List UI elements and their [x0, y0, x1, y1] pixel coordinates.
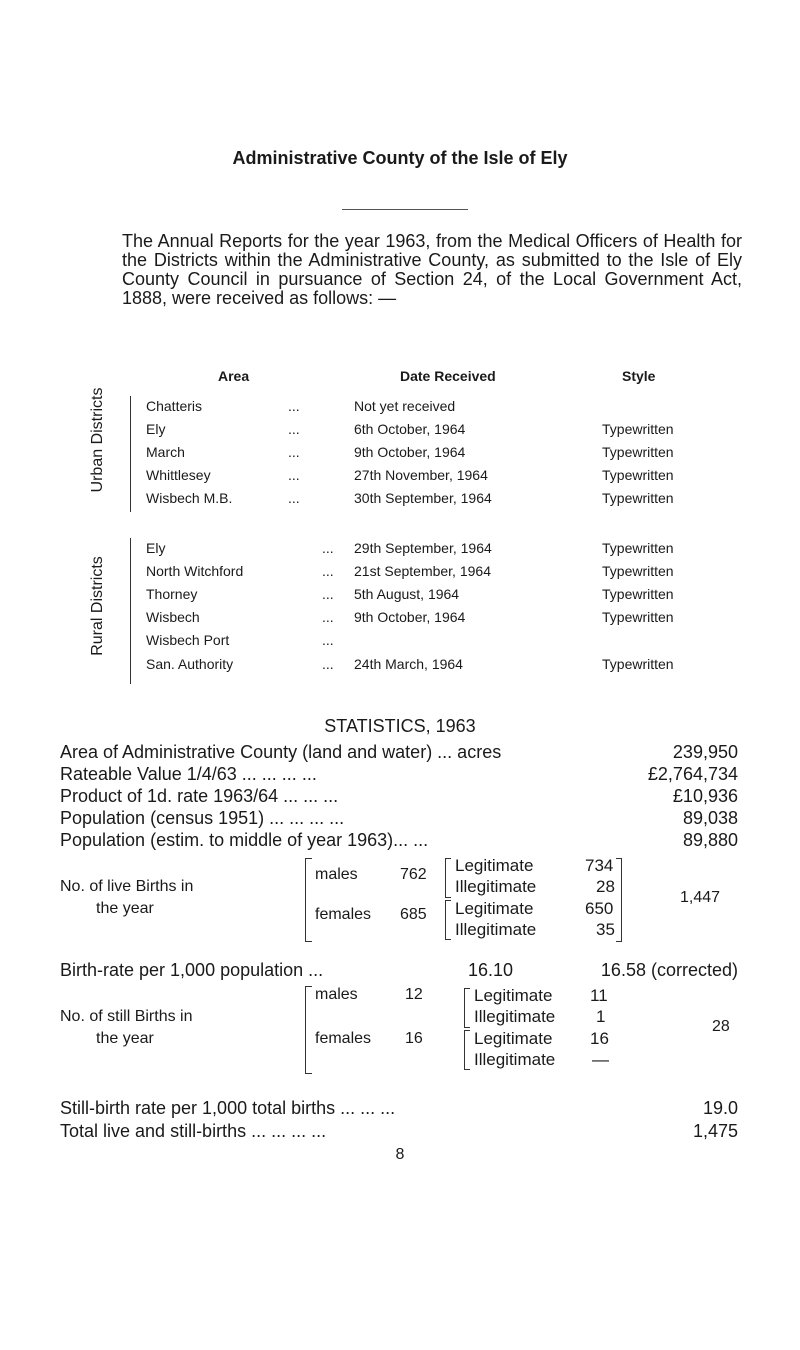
leader-dots: ...	[288, 398, 300, 414]
live-births-label-2: the year	[96, 900, 154, 917]
still-male-illegit-label: Illegitimate	[474, 1007, 556, 1026]
date-cell: 9th October, 1964	[354, 444, 466, 460]
area-cell: Whittlesey	[146, 467, 211, 483]
still-males-brace	[464, 988, 470, 1028]
still-births-label-2: the year	[96, 1030, 154, 1047]
area-cell: Ely	[146, 540, 166, 556]
leader-dots: ...	[322, 656, 334, 672]
page-title: Administrative County of the Isle of Ely	[232, 148, 568, 168]
live-females-label: females	[315, 906, 372, 923]
date-cell: 24th March, 1964	[354, 656, 463, 672]
stat-label-product: Product of 1d. rate 1963/64 ... ... ...	[60, 786, 339, 806]
still-male-legit-value: 11	[590, 986, 608, 1005]
birth-rate-value: 16.10	[468, 960, 514, 980]
live-female-legit-label: Legitimate	[455, 899, 534, 918]
leader-dots: ...	[322, 540, 334, 556]
leader-dots: ...	[322, 609, 334, 625]
still-females-label: females	[315, 1030, 372, 1047]
live-female-illegit-label: Illegitimate	[455, 920, 537, 939]
style-cell: Typewritten	[602, 490, 674, 506]
statistics-heading: STATISTICS, 1963	[324, 716, 476, 736]
live-female-legit-value: 650	[585, 899, 614, 918]
leader-dots: ...	[288, 421, 300, 437]
still-male-illegit-value: 1	[596, 1007, 606, 1026]
area-cell: North Witchford	[146, 563, 244, 579]
date-cell: 9th October, 1964	[354, 609, 466, 625]
stat-label-census: Population (census 1951) ... ... ... ...	[60, 808, 345, 828]
area-cell: March	[146, 444, 185, 460]
area-cell: Wisbech Port	[146, 632, 230, 648]
live-male-legit-value: 734	[585, 856, 614, 875]
still-female-legit-value: 16	[590, 1029, 609, 1048]
total-live-still-label: Total live and still-births ... ... ... ...	[60, 1121, 327, 1141]
total-live-still-value: 1,475	[692, 1121, 738, 1141]
date-cell: Not yet received	[354, 398, 456, 414]
live-females-brace	[445, 900, 451, 940]
style-cell: Typewritten	[602, 467, 674, 483]
still-males-value: 12	[405, 986, 423, 1003]
still-females-brace	[464, 1030, 470, 1070]
live-males-label: males	[315, 866, 358, 883]
still-birth-rate-label: Still-birth rate per 1,000 total births ... ... ...	[60, 1098, 396, 1118]
header-date: Date Received	[400, 368, 496, 384]
rural-districts-label: Rural Districts	[89, 556, 106, 656]
style-cell: Typewritten	[602, 421, 674, 437]
date-cell: 21st September, 1964	[354, 563, 491, 579]
still-males-label: males	[315, 986, 358, 1003]
leader-dots: ...	[288, 467, 300, 483]
still-births-total: 28	[712, 1018, 730, 1035]
still-females-value: 16	[405, 1030, 423, 1047]
style-cell: Typewritten	[602, 656, 674, 672]
header-style: Style	[622, 368, 656, 384]
style-cell: Typewritten	[602, 586, 674, 602]
area-cell: Ely	[146, 421, 166, 437]
stat-value-product: £10,936	[672, 786, 738, 806]
intro-paragraph: The Annual Reports for the year 1963, from the Medical Officers of Health for the Districts within the Administrative County, as submitted to the Isle of Ely County Council in pursuance of Section 24, of the Local Government Act, 1888, were received as follows: —	[122, 231, 742, 308]
still-female-legit-label: Legitimate	[474, 1029, 553, 1048]
stat-label-estimate: Population (estim. to middle of year 1963)... ...	[60, 830, 429, 850]
date-cell: 6th October, 1964	[354, 421, 466, 437]
area-cell: San. Authority	[146, 656, 234, 672]
live-total-brace	[616, 858, 622, 942]
still-births-brace	[305, 986, 312, 1074]
style-cell: Typewritten	[602, 444, 674, 460]
style-cell: Typewritten	[602, 540, 674, 556]
style-cell: Typewritten	[602, 563, 674, 579]
birth-rate-corrected: 16.58 (corrected)	[600, 960, 738, 980]
leader-dots: ...	[288, 444, 300, 460]
urban-brace	[130, 396, 131, 512]
birth-rate-label: Birth-rate per 1,000 population ...	[60, 960, 324, 980]
date-cell: 29th September, 1964	[354, 540, 492, 556]
live-males-value: 762	[400, 866, 427, 883]
live-male-illegit-value: 28	[596, 877, 615, 896]
leader-dots: ...	[322, 586, 334, 602]
header-area: Area	[218, 368, 250, 384]
still-female-illegit-label: Illegitimate	[474, 1050, 556, 1069]
area-cell: Wisbech M.B.	[146, 490, 233, 506]
page-number: 8	[395, 1146, 405, 1163]
style-cell: Typewritten	[602, 609, 674, 625]
live-male-legit-label: Legitimate	[455, 856, 534, 875]
live-female-illegit-value: 35	[596, 920, 615, 939]
leader-dots: ...	[322, 632, 334, 648]
stat-value-area: 239,950	[672, 742, 738, 762]
stat-label-area: Area of Administrative County (land and water) ... acres	[60, 742, 502, 762]
live-births-label: No. of live Births in	[60, 878, 194, 895]
area-cell: Wisbech	[146, 609, 200, 625]
date-cell: 5th August, 1964	[354, 586, 460, 602]
live-births-brace	[305, 858, 312, 942]
date-cell: 30th September, 1964	[354, 490, 492, 506]
still-female-illegit-value: —	[592, 1050, 609, 1069]
area-cell: Thorney	[146, 586, 198, 602]
live-males-brace	[445, 858, 451, 898]
date-cell: 27th November, 1964	[354, 467, 488, 483]
live-births-total: 1,447	[680, 889, 721, 906]
leader-dots: ...	[322, 563, 334, 579]
title-divider	[342, 209, 468, 210]
stat-value-census: 89,038	[682, 808, 738, 828]
stat-value-rateable: £2,764,734	[647, 764, 738, 784]
rural-brace	[130, 538, 131, 684]
still-births-label: No. of still Births in	[60, 1008, 193, 1025]
urban-districts-label: Urban Districts	[89, 387, 106, 493]
still-birth-rate-value: 19.0	[702, 1098, 738, 1118]
area-cell: Chatteris	[146, 398, 203, 414]
live-females-value: 685	[400, 906, 427, 923]
stat-value-estimate: 89,880	[682, 830, 738, 850]
still-male-legit-label: Legitimate	[474, 986, 553, 1005]
leader-dots: ...	[288, 490, 300, 506]
live-male-illegit-label: Illegitimate	[455, 877, 537, 896]
stat-label-rateable: Rateable Value 1/4/63 ... ... ... ...	[60, 764, 317, 784]
